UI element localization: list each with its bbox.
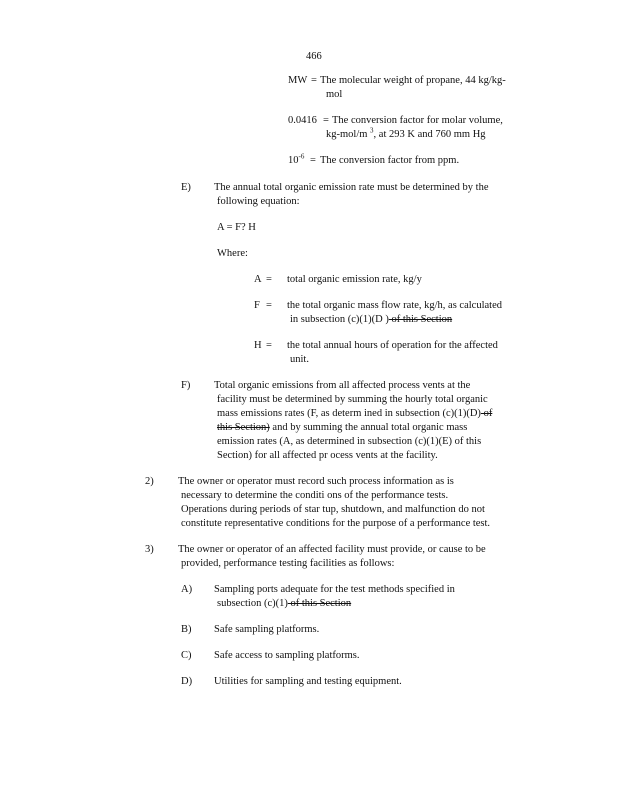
equation: A = F? H	[217, 222, 256, 233]
item-text	[217, 407, 492, 420]
item-text: constitute representative conditions for the purpose of a performance test.	[181, 518, 491, 529]
item-text	[217, 421, 467, 434]
subitem-text: Safe access to sampling platforms.	[214, 650, 360, 661]
var-eq: =	[266, 340, 272, 351]
subitem-label: B)	[181, 624, 192, 635]
superscript: -6	[298, 152, 305, 161]
subitem-label: C)	[181, 650, 192, 661]
var-text	[290, 313, 452, 326]
item-text-part: and by summing the annual total organic mass	[269, 422, 468, 433]
def-term-mw: MW	[288, 75, 308, 86]
subitem-text: Utilities for sampling and testing equipment.	[214, 676, 402, 687]
var-term: H	[254, 340, 262, 351]
def-text: The conversion factor for molar volume,	[332, 115, 503, 126]
def-text-part: , at 293 K and 760 mm Hg	[373, 129, 486, 140]
def-text	[326, 128, 486, 141]
item-text: Operations during periods of star tup, shutdown, and malfunction do not	[181, 504, 485, 515]
struck-text: this Section)	[217, 422, 270, 433]
item-text: provided, performance testing facilities as follows:	[181, 558, 395, 569]
def-term-ppm	[288, 154, 304, 167]
def-text: mol	[326, 89, 343, 100]
item-label: F)	[181, 380, 191, 391]
page-number: 466	[306, 51, 322, 62]
var-eq: =	[266, 300, 272, 311]
def-text: The conversion factor from ppm.	[320, 155, 460, 166]
struck-text: of this Section	[287, 598, 352, 609]
item-label: 3)	[145, 544, 154, 555]
subitem-text: Safe sampling platforms.	[214, 624, 320, 635]
item-text: The annual total organic emission rate must be determined by the	[214, 182, 489, 193]
def-text-part: kg-mol/m	[326, 129, 368, 140]
subitem-label: A)	[181, 584, 193, 595]
item-text: The owner or operator must record such process information as is	[178, 476, 454, 487]
subitem-text-part: subsection (c)(1)	[217, 598, 288, 609]
var-term: F	[254, 300, 260, 311]
var-text: the total annual hours of operation for the affected	[287, 340, 498, 351]
item-text: necessary to determine the conditi ons of the performance tests.	[181, 490, 449, 501]
item-label: 2)	[145, 476, 154, 487]
def-eq: =	[323, 115, 329, 126]
def-text: The molecular weight of propane, 44 kg/kg-	[320, 75, 506, 86]
def-term-factor: 0.0416	[288, 115, 317, 126]
def-term-base: 10	[288, 155, 299, 166]
var-text: unit.	[290, 354, 309, 365]
item-text: emission rates (A, as determined in subsection (c)(1)(E) of this	[217, 436, 482, 447]
def-eq: =	[310, 155, 316, 166]
superscript: 3	[370, 126, 374, 135]
item-text: facility must be determined by summing the hourly total organic	[217, 394, 488, 405]
subitem-text	[217, 597, 351, 610]
item-text-part: mass emissions rates (F, as determ ined in subsection (c)(1)(D)	[217, 408, 481, 419]
item-text: following equation:	[217, 196, 300, 207]
var-term: A	[254, 274, 262, 285]
var-text: total organic emission rate, kg/y	[287, 274, 422, 285]
subitem-text: Sampling ports adequate for the test methods specified in	[214, 584, 455, 595]
def-eq: =	[311, 75, 317, 86]
subitem-label: D)	[181, 676, 193, 687]
var-text: the total organic mass flow rate, kg/h, as calculated	[287, 300, 502, 311]
struck-text: of this Section	[388, 314, 453, 325]
where-label: Where:	[217, 248, 248, 259]
item-text: Total organic emissions from all affected process vents at the	[214, 380, 471, 391]
item-text: The owner or operator of an affected facility must provide, or cause to be	[178, 544, 486, 555]
item-text: Section) for all affected pr ocess vents at the facility.	[217, 450, 438, 461]
var-text-part: in subsection (c)(1)(D )	[290, 314, 389, 325]
item-label: E)	[181, 182, 191, 193]
var-eq: =	[266, 274, 272, 285]
struck-text: of	[480, 408, 493, 419]
